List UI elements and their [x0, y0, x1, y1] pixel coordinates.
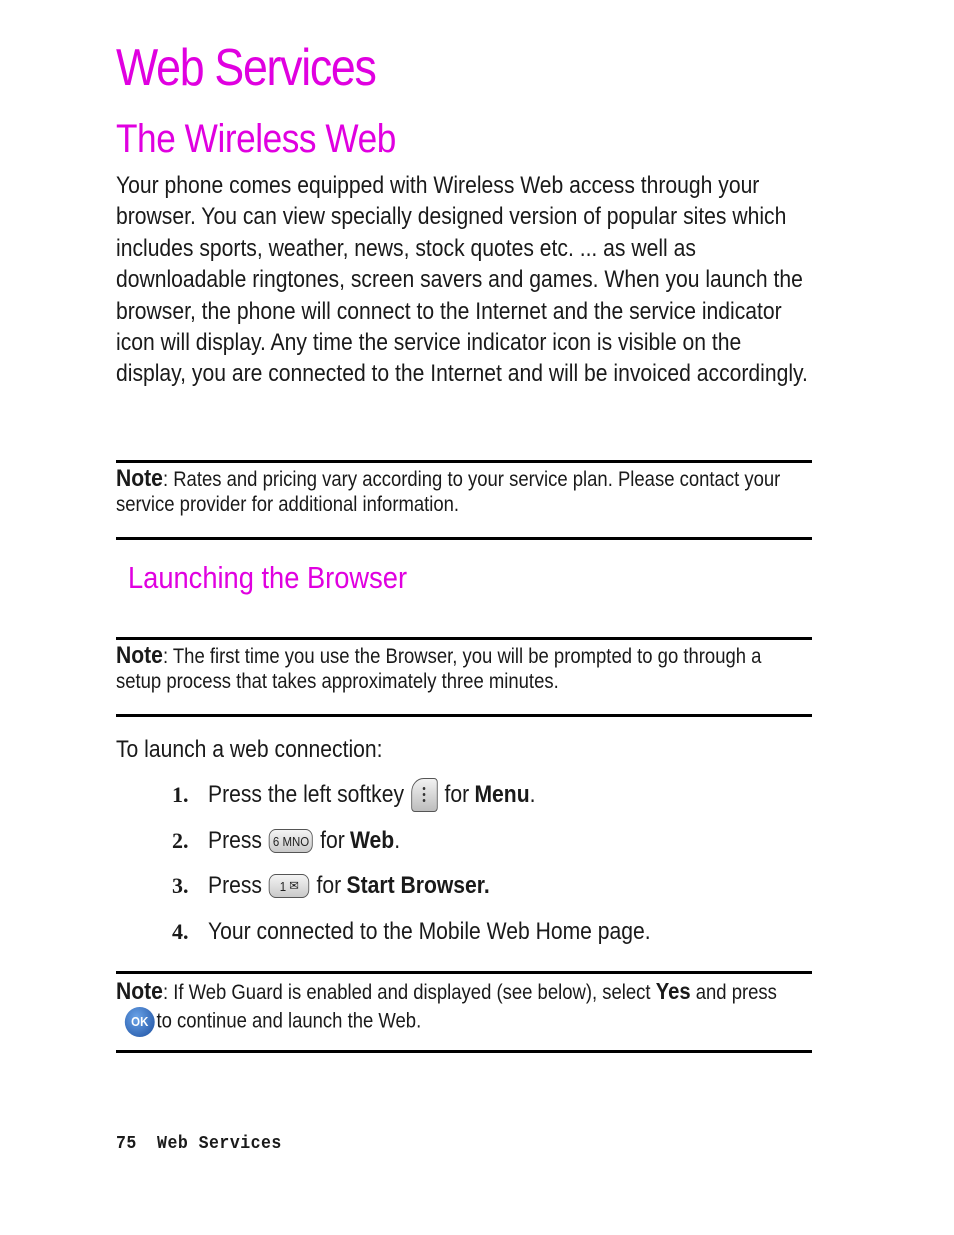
1-voicemail-key-icon: 1 ✉ — [269, 874, 309, 898]
note-bold: Yes — [655, 978, 691, 1004]
note-setup — [116, 643, 811, 694]
step-number: 3. — [172, 873, 189, 898]
step-text: Press — [208, 872, 262, 899]
divider — [116, 714, 812, 717]
step-bold: Web — [350, 827, 395, 854]
left-softkey-icon — [411, 778, 437, 812]
intro-paragraph: Your phone comes equipped with Wireless Web access through your browser. You can view specially designed version of popular sites which includes sports, weather, news, stock quotes etc. ... as well as downloadable ringtones, screen savers and games. When you launch the browser, the phone will connect to the Internet and the service indicator icon will display. Any time the service indicator icon is visible on the display, you are connected to the Internet and will be invoiced accordingly. — [116, 172, 808, 388]
note-rates — [116, 466, 811, 517]
page-footer — [116, 1134, 282, 1154]
section-title: The Wireless Web — [116, 117, 396, 161]
step-number: 4. — [172, 919, 189, 944]
divider — [116, 637, 812, 640]
step-text: for — [444, 781, 470, 808]
ok-button-icon: OK — [125, 1007, 155, 1037]
steps-lead: To launch a web connection: — [116, 736, 383, 763]
divider — [116, 971, 812, 974]
6-mno-key-icon: 6 MNO — [269, 829, 313, 853]
note-text: : The first time you use the Browser, you will be prompted to go through a setup process that takes approximately three minutes. — [116, 645, 762, 693]
note-web-guard: Note: If Web Guard is enabled and displayed (see below), select Yes and press OK to continue and launch the Web. — [116, 977, 811, 1037]
footer-section: Web Services — [157, 1134, 282, 1154]
note-label: Note — [116, 642, 163, 669]
note-text: : If Web Guard is enabled and displayed (see below), select — [162, 981, 651, 1004]
step-item: 1. Press the left softkey for Menu . — [172, 778, 580, 812]
step-text: Press the left softkey — [208, 781, 405, 808]
note-label: Note — [116, 978, 163, 1005]
step-item — [172, 869, 528, 903]
step-item — [172, 915, 711, 949]
step-bold: Menu — [474, 781, 530, 808]
divider — [116, 537, 812, 540]
step-text: Press — [208, 827, 262, 854]
step-item: 2. Press 6 MNO for Web . — [172, 827, 401, 854]
divider — [116, 460, 812, 463]
step-text: for — [320, 827, 345, 854]
subsection-title: Launching the Browser — [128, 560, 408, 595]
note-text: : Rates and pricing vary according to your service plan. Please contact your service provider for additional information. — [116, 468, 781, 516]
note-label: Note — [116, 465, 163, 492]
step-text: for — [316, 872, 342, 899]
step-number: 2. — [172, 828, 189, 853]
divider — [116, 1050, 812, 1053]
step-number: 1. — [172, 782, 189, 807]
page-title: Web Services — [116, 39, 376, 97]
step-bold: Start Browser. — [346, 872, 490, 899]
step-text: Your connected to the Mobile Web Home page. — [208, 918, 651, 945]
page-number: 75 — [116, 1134, 137, 1154]
